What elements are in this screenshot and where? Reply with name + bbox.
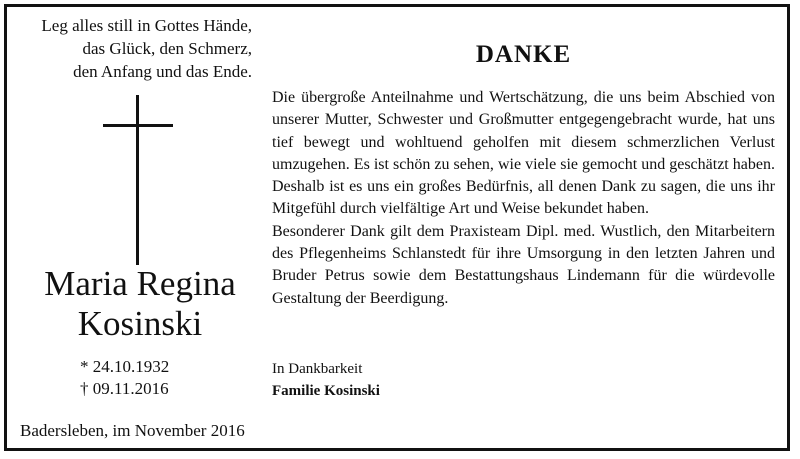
deceased-name-line1: Maria Regina (44, 264, 236, 303)
notice-heading: DANKE (475, 41, 572, 68)
place-date: Badersleben, im November 2016 (20, 421, 245, 440)
birth-date: * 24.10.1932 (80, 357, 170, 376)
poem (20, 14, 252, 83)
cross-icon (103, 95, 173, 265)
death-date: † 09.11.2016 (80, 379, 169, 398)
notice-paragraph-1: Die übergroße Anteilnahme und Wertschätzung, die uns beim Abschied von unserer Mutter, Schwester und Großmutter entgegengebracht wurde, hat uns tief bewegt und wohltuend geholfen mit diesem schmerzlichen Verlust umzugehen. Es ist schön zu sehen, wie viele sie gemocht und geschätzt haben. Deshalb ist es uns ein großes Bedürfnis, all denen Dank zu sagen, die uns ihr Mitgefühl durch vielfältige Art und Weise bekundet haben. (272, 89, 775, 218)
cross-horizontal-bar (103, 124, 173, 127)
poem-line: den Anfang und das Ende. (73, 62, 252, 81)
deceased-name (18, 264, 262, 344)
cross-vertical-bar (136, 95, 139, 265)
closing-block (272, 358, 380, 402)
closing-phrase: In Dankbarkeit (272, 361, 363, 377)
signature: Familie Kosinski (272, 383, 380, 399)
notice-paragraph-2: Besonderer Dank gilt dem Praxisteam Dipl. med. Wustlich, den Mitarbeitern des Pflegenheims Schlanstedt für ihre Umsorgung in den letzten Jahren und Bruder Petrus sowie dem Bestattungshaus Lindemann für die würdevolle Gestaltung der Beerdigung. (272, 222, 775, 307)
life-dates (80, 356, 169, 400)
deceased-name-line2: Kosinski (77, 304, 203, 343)
poem-line: Leg alles still in Gottes Hände, (41, 16, 252, 35)
notice-body (272, 87, 775, 310)
poem-line: das Glück, den Schmerz, (82, 39, 252, 58)
